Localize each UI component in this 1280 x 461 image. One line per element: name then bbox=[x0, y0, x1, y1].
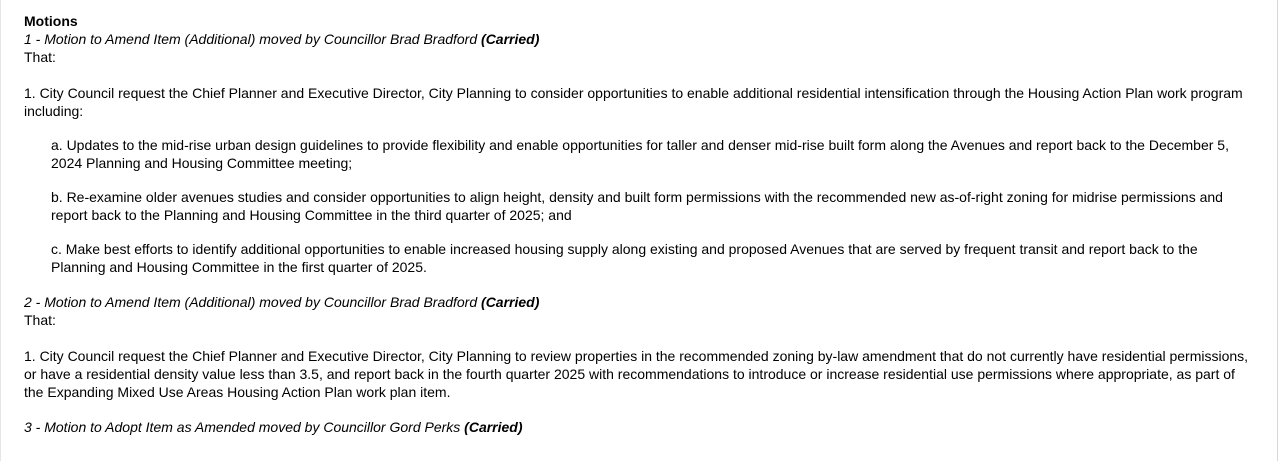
motions-section bbox=[24, 12, 1254, 436]
motion-subitem-b: b. Re-examine older avenues studies and consider opportunities to align height, density and built form permissions with the recommended new as-of-right zoning for midrise permissions and report back to the Planning and Housing Committee in the third quarter of 2025; and bbox=[51, 189, 1223, 223]
motion-heading-text: 1 - Motion to Amend Item (Additional) moved by Councillor Brad Bradford bbox=[24, 31, 478, 47]
motion-paragraph: 1. City Council request the Chief Planner and Executive Director, City Planning to review properties in the recommended zoning by-law amendment that do not currently have residential permissions, or have a residential density value less than 3.5, and report back in the fourth quarter 2025 with recommendations to introduce or increase residential use permissions where appropriate, as part of the Expanding Mixed Use Areas Housing Action Plan work plan item. bbox=[24, 348, 1249, 400]
motion-heading bbox=[24, 418, 1254, 436]
motion-3 bbox=[24, 418, 1254, 436]
motion-heading bbox=[24, 30, 1254, 48]
motion-heading bbox=[24, 293, 1254, 311]
motion-that: That: bbox=[24, 49, 56, 65]
motion-2 bbox=[24, 293, 1254, 401]
motion-result: (Carried) bbox=[464, 419, 523, 435]
motion-subitem-a: a. Updates to the mid-rise urban design guidelines to provide flexibility and enable opportunities for taller and denser mid-rise built form along the Avenues and report back to the December 5, 2024 Planning and Housing Committee meeting; bbox=[51, 137, 1229, 171]
motion-1 bbox=[24, 30, 1254, 276]
motion-paragraph: 1. City Council request the Chief Planner and Executive Director, City Planning to consider opportunities to enable additional residential intensification through the Housing Action Plan work program including: bbox=[24, 85, 1243, 119]
motion-subitem-c: c. Make best efforts to identify additional opportunities to enable increased housing supply along existing and proposed Avenues that are served by frequent transit and report back to the Planning and Housing Committee in the first quarter of 2025. bbox=[51, 241, 1198, 275]
motion-result: (Carried) bbox=[481, 294, 540, 310]
motion-heading-text: 2 - Motion to Amend Item (Additional) moved by Councillor Brad Bradford bbox=[24, 294, 478, 310]
motion-that: That: bbox=[24, 312, 56, 328]
section-title: Motions bbox=[24, 13, 78, 29]
motion-heading-text: 3 - Motion to Adopt Item as Amended moved by Councillor Gord Perks bbox=[24, 419, 461, 435]
motion-result: (Carried) bbox=[481, 31, 540, 47]
